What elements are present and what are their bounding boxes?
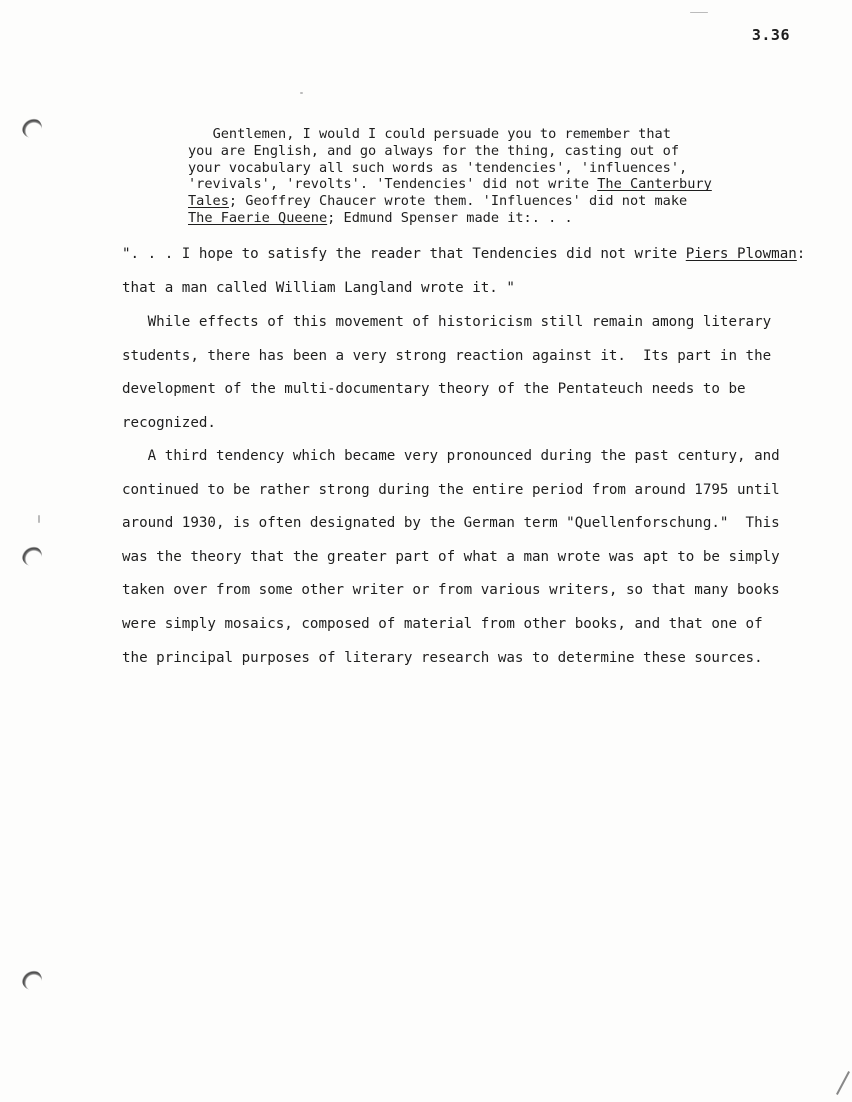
text-run: : <box>796 246 806 262</box>
underlined-title: Piers Plowman <box>685 246 797 262</box>
text-line <box>122 574 812 608</box>
text-run: that a man called William Langland wrote it. " <box>122 279 515 296</box>
text-run: While effects of this movement of historicism still remain among literary <box>122 314 772 330</box>
text-run: development of the multi-documentary theory of the Pentateuch needs to be <box>122 381 746 398</box>
text-run: your vocabulary all such words as 'tendencies', 'influences', <box>188 159 688 176</box>
binder-hole-icon <box>22 118 42 138</box>
quote-line <box>188 143 748 160</box>
quote-line <box>188 160 748 177</box>
text-line <box>122 608 812 642</box>
text-run: was the theory that the greater part of what a man wrote was apt to be simply <box>122 548 780 565</box>
block-quote <box>188 126 748 227</box>
text-run: around 1930, is often designated by the German term "Quellenforschung." This <box>122 515 780 532</box>
underlined-title: The Faerie Queene <box>188 209 328 226</box>
text-run: you are English, and go always for the thing, casting out of <box>188 142 680 159</box>
text-run: continued to be rather strong during the entire period from around 1795 until <box>122 481 780 498</box>
text-run: ; Edmund Spenser made it:. . . <box>327 209 573 226</box>
quote-line <box>188 126 748 143</box>
paper-edge-mark <box>836 1071 850 1095</box>
paragraph-historicism <box>122 306 812 440</box>
underlined-title: Tales <box>188 193 229 210</box>
text-run: ; Geoffrey Chaucer wrote them. 'Influences' did not make <box>228 193 688 210</box>
text-line <box>122 440 812 474</box>
binder-hole-icon <box>22 546 42 566</box>
quote-line <box>188 176 748 193</box>
paper-speck <box>38 515 40 523</box>
text-line <box>122 238 812 272</box>
binder-hole-icon <box>22 970 42 990</box>
text-line <box>122 474 812 508</box>
text-line <box>122 272 812 306</box>
quote-line <box>188 193 748 210</box>
text-line <box>122 373 812 407</box>
text-line <box>122 507 812 541</box>
text-run: A third tendency which became very pronounced during the past century, and <box>122 448 780 464</box>
text-run: Gentlemen, I would I could persuade you to remember that <box>212 126 671 142</box>
text-run: taken over from some other writer or from various writers, so that many books <box>122 582 780 599</box>
text-line <box>122 407 812 441</box>
paper-speck <box>690 12 708 13</box>
paragraph-quellenforschung <box>122 440 812 675</box>
text-line <box>122 306 812 340</box>
text-line <box>122 642 812 676</box>
text-line <box>122 541 812 575</box>
text-run: students, there has been a very strong reaction against it. Its part in the <box>122 347 772 364</box>
page-number: 3.36 <box>751 26 790 44</box>
text-line <box>122 340 812 374</box>
paper-speck <box>300 92 303 94</box>
paragraph-quote-continuation <box>122 238 812 305</box>
quote-line <box>188 210 748 227</box>
underlined-title: The Canterbury <box>597 176 712 193</box>
text-run: recognized. <box>122 414 216 431</box>
text-run: the principal purposes of literary research was to determine these sources. <box>122 649 763 666</box>
text-run: ". . . I hope to satisfy the reader that Tendencies did not write <box>122 246 686 262</box>
text-run: were simply mosaics, composed of material from other books, and that one of <box>122 615 763 632</box>
text-run: 'revivals', 'revolts'. 'Tendencies' did not write <box>188 176 598 193</box>
